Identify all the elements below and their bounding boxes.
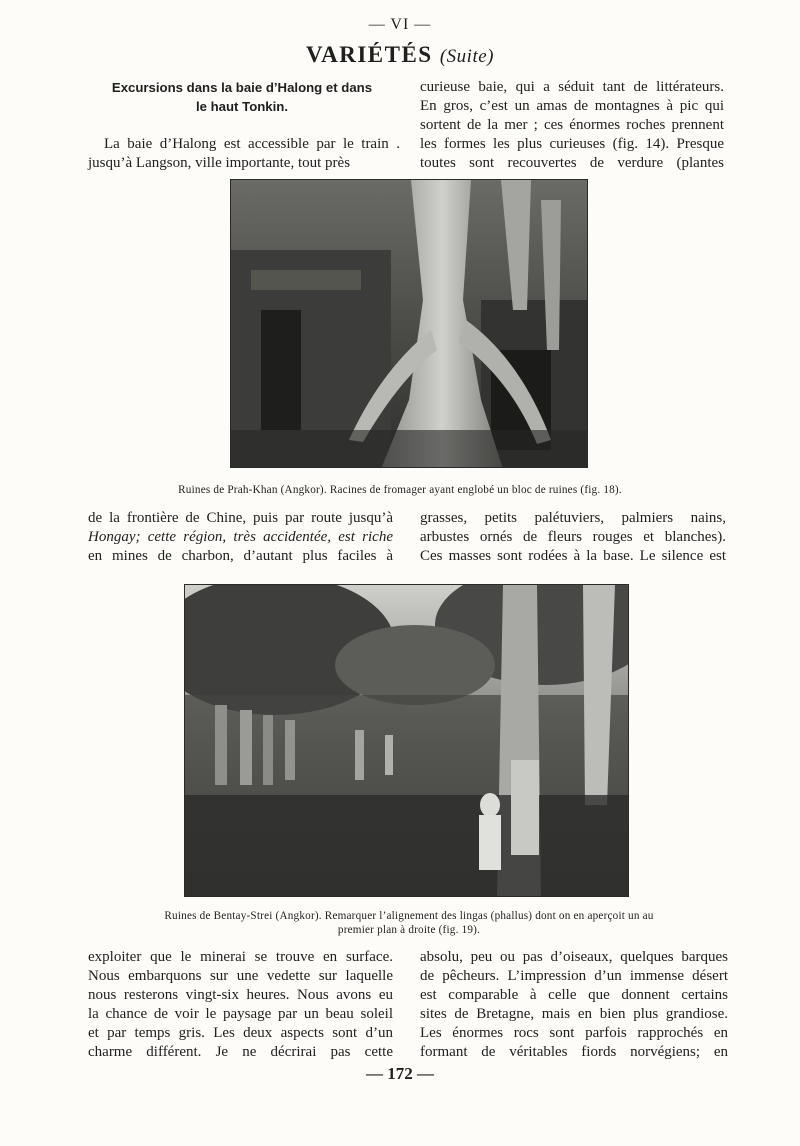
text-line: sortent de la mer ; ces énormes roches prennent	[420, 117, 724, 133]
figure-caption-1: Ruines de Prah-Khan (Angkor). Racines de fromager ayant englobé un bloc de ruines (fig. 18).	[178, 484, 622, 496]
text-line: de la frontière de Chine, puis par route jusqu’à	[88, 510, 393, 526]
text-line: en mines de charbon, d’autant plus faciles à	[88, 548, 393, 564]
text-line: la chance de voir le paysage par un beau soleil	[88, 1006, 393, 1022]
text-line: grasses, petits palétuviers, palmiers nains,	[420, 510, 726, 526]
article-heading-line2: le haut Tonkin.	[195, 99, 289, 114]
text-line: arbustes ornés de fleurs rouges et blanches).	[420, 529, 726, 545]
photo-ruins-alley	[185, 585, 629, 897]
article-heading	[86, 78, 398, 116]
text-line: Nous embarquons sur une vedette sur laquelle	[88, 968, 393, 984]
text-line: exploiter que le minerai se trouve en surface.	[88, 949, 393, 965]
text-line: toutes sont recouvertes de verdure (plantes	[420, 155, 724, 171]
text-line: Les énormes rocs sont parfois rapprochés en	[420, 1025, 728, 1041]
title-main: VARIÉTÉS	[305, 42, 433, 67]
text-line: Hongay; cette région, très accidentée, est riche	[88, 529, 393, 545]
text-line: de pêcheurs. L’impression d’un immense désert	[420, 968, 728, 984]
text-line: nous resterons vingt-six heures. Nous avons eu	[88, 987, 393, 1003]
figure-caption-2	[98, 909, 720, 937]
text-line: jusqu’à Langson, ville importante, tout près	[88, 155, 351, 171]
text-line: sites de Bretagne, mais en bien plus grandiose.	[420, 1006, 728, 1022]
section-number: — VI —	[368, 16, 432, 33]
text-line: absolu, peu ou pas d’oiseaux, quelques barques	[420, 949, 728, 965]
text-line: charme différent. Je ne décrirai pas cette	[88, 1044, 393, 1060]
text-line: En gros, c’est un amas de montagnes à pic qui	[420, 98, 724, 114]
text-column-left-1	[88, 135, 400, 173]
text-line: curieuse baie, qui a séduit tant de littérateurs.	[420, 79, 724, 95]
text-column-right-1	[420, 78, 724, 173]
page-number: — 172 —	[366, 1064, 434, 1083]
text-line: La baie d’Halong est accessible par le train .	[104, 136, 400, 152]
figure-bentay-strei-photo	[184, 584, 629, 897]
figure-caption-2-line1: Ruines de Bentay-Strei (Angkor). Remarquer l’alignement des lingas (phallus) dont on en aperçoit un au	[164, 910, 654, 922]
text-column-left-3	[88, 948, 393, 1062]
page-title	[0, 42, 800, 68]
text-line: les formes les plus curieuses (fig. 14). Presque	[420, 136, 724, 152]
article-heading-line1: Excursions dans la baie d’Halong et dans	[111, 80, 373, 95]
text-column-right-3	[420, 948, 728, 1062]
text-line: est comparable à celle que donnent certains	[420, 987, 728, 1003]
figure-caption-2-line2: premier plan à droite (fig. 19).	[337, 924, 481, 936]
title-suffix: (Suite)	[439, 46, 495, 67]
figure-prah-khan-photo	[230, 179, 588, 468]
text-line: Ces masses sont rodées à la base. Le silence est	[420, 548, 726, 564]
text-line: formant de véritables fiords norvégiens; en	[420, 1044, 728, 1060]
photo-ruins-roots	[231, 180, 588, 468]
text-column-left-2	[88, 509, 393, 566]
text-line: et par temps gris. Les deux aspects sont d’un	[88, 1025, 393, 1041]
text-column-right-2	[420, 509, 726, 566]
